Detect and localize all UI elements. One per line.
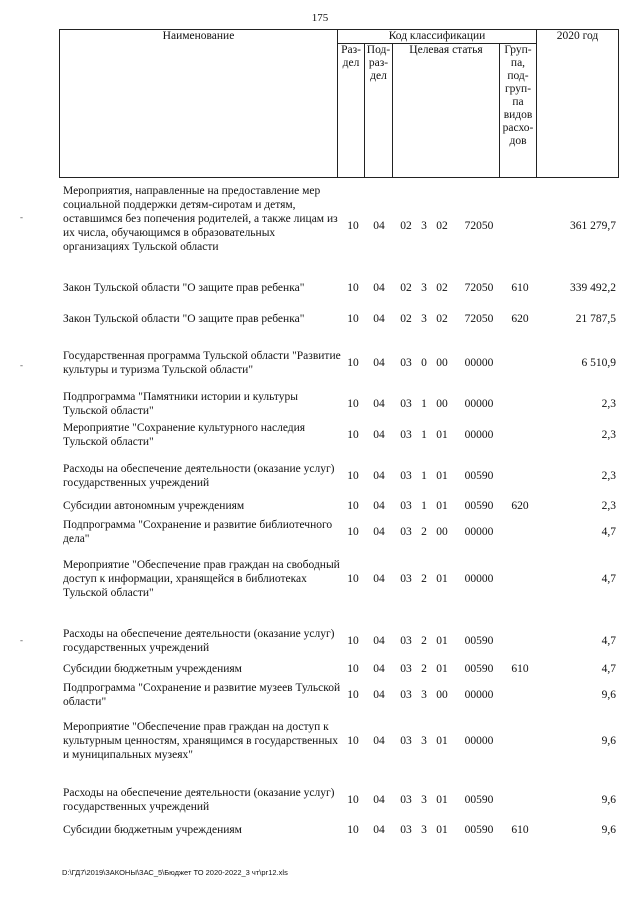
row-podrazdel: 04 <box>373 526 385 538</box>
row-razdel: 10 <box>347 220 359 232</box>
row-razdel: 10 <box>347 282 359 294</box>
row-target-subprogram: 3 <box>421 282 427 294</box>
row-target-program: 02 <box>400 282 412 294</box>
row-amount: 9,6 <box>601 824 616 836</box>
row-razdel: 10 <box>347 689 359 701</box>
row-amount: 6 510,9 <box>581 357 616 369</box>
row-target-program: 02 <box>400 313 412 325</box>
margin-mark: - <box>20 212 23 222</box>
row-podrazdel: 04 <box>373 282 385 294</box>
row-target-subprogram: 2 <box>421 635 427 647</box>
row-target-direction: 00000 <box>464 429 494 441</box>
row-target-event: 00 <box>436 526 448 538</box>
row-podrazdel: 04 <box>373 635 385 647</box>
row-podrazdel: 04 <box>373 794 385 806</box>
row-target-event: 01 <box>436 663 448 675</box>
row-target-program: 03 <box>400 429 412 441</box>
row-amount: 9,6 <box>601 794 616 806</box>
row-group: 610 <box>511 824 529 836</box>
row-target-subprogram: 3 <box>421 735 427 747</box>
row-target-program: 03 <box>400 735 412 747</box>
row-target-event: 01 <box>436 824 448 836</box>
row-name: Подпрограмма "Сохранение и развитие библиотечного дела" <box>63 519 333 545</box>
row-target-direction: 72050 <box>464 282 494 294</box>
row-target-program: 03 <box>400 635 412 647</box>
row-target-subprogram: 2 <box>421 663 427 675</box>
row-amount: 21 787,5 <box>575 313 616 325</box>
row-target-direction: 00000 <box>464 357 494 369</box>
row-target-event: 00 <box>436 689 448 701</box>
row-target-event: 01 <box>436 735 448 747</box>
row-amount: 4,7 <box>601 663 616 675</box>
row-target-program: 03 <box>400 526 412 538</box>
row-target-direction: 72050 <box>464 220 494 232</box>
row-target-direction: 00590 <box>464 794 494 806</box>
row-target-subprogram: 1 <box>421 500 427 512</box>
row-target-event: 01 <box>436 470 448 482</box>
row-target-program: 03 <box>400 573 412 585</box>
row-group: 610 <box>511 282 529 294</box>
row-target-subprogram: 1 <box>421 398 427 410</box>
row-target-direction: 00590 <box>464 824 494 836</box>
row-razdel: 10 <box>347 398 359 410</box>
row-target-event: 01 <box>436 794 448 806</box>
row-target-subprogram: 3 <box>421 794 427 806</box>
row-target-event: 02 <box>436 313 448 325</box>
row-target-event: 02 <box>436 282 448 294</box>
header-year: 2020 год <box>537 30 619 178</box>
row-target-program: 03 <box>400 357 412 369</box>
row-name: Расходы на обеспечение деятельности (оказание услуг) государственных учреждений <box>63 463 335 489</box>
row-target-subprogram: 3 <box>421 313 427 325</box>
row-name: Расходы на обеспечение деятельности (оказание услуг) государственных учреждений <box>63 628 335 654</box>
margin-mark: - <box>20 635 23 645</box>
row-name: Субсидии бюджетным учреждениям <box>63 663 242 675</box>
row-target-event: 01 <box>436 500 448 512</box>
file-path-footer: D:\ГД7\2019\ЗАКОНЫ\ЗАС_5\Бюджет ТО 2020-2022_3 чт\рг12.xls <box>62 868 288 877</box>
row-name: Подпрограмма "Сохранение и развитие музеев Тульской области" <box>63 682 341 708</box>
row-razdel: 10 <box>347 357 359 369</box>
row-target-program: 03 <box>400 794 412 806</box>
row-target-subprogram: 2 <box>421 573 427 585</box>
row-target-subprogram: 3 <box>421 220 427 232</box>
row-name: Закон Тульской области "О защите прав ребенка" <box>63 313 305 325</box>
row-razdel: 10 <box>347 824 359 836</box>
row-amount: 2,3 <box>601 500 616 512</box>
row-target-program: 03 <box>400 689 412 701</box>
row-target-subprogram: 3 <box>421 689 427 701</box>
row-amount: 2,3 <box>601 398 616 410</box>
row-target-direction: 00590 <box>464 470 494 482</box>
row-name: Субсидии бюджетным учреждениям <box>63 824 242 836</box>
row-target-program: 03 <box>400 398 412 410</box>
row-target-program: 02 <box>400 220 412 232</box>
row-amount: 9,6 <box>601 689 616 701</box>
row-podrazdel: 04 <box>373 220 385 232</box>
row-target-direction: 00000 <box>464 735 494 747</box>
row-target-direction: 00000 <box>464 398 494 410</box>
row-razdel: 10 <box>347 429 359 441</box>
row-target-event: 01 <box>436 573 448 585</box>
row-podrazdel: 04 <box>373 689 385 701</box>
row-name: Закон Тульской области "О защите прав ребенка" <box>63 282 305 294</box>
row-group: 620 <box>511 313 529 325</box>
row-razdel: 10 <box>347 794 359 806</box>
row-target-direction: 00000 <box>464 573 494 585</box>
row-target-event: 01 <box>436 635 448 647</box>
header-name: Наименование <box>60 30 338 178</box>
row-name: Мероприятие "Обеспечение прав граждан на доступ к культурным ценностям, хранящимся в государственных и муниципальных музеях" <box>63 721 338 761</box>
row-amount: 9,6 <box>601 735 616 747</box>
row-target-program: 03 <box>400 663 412 675</box>
row-target-direction: 72050 <box>464 313 494 325</box>
row-podrazdel: 04 <box>373 313 385 325</box>
row-target-program: 03 <box>400 470 412 482</box>
row-name: Государственная программа Тульской области "Развитие культуры и туризма Тульской области" <box>63 350 341 376</box>
row-target-program: 03 <box>400 500 412 512</box>
page-number: 175 <box>311 12 329 24</box>
row-amount: 4,7 <box>601 635 616 647</box>
row-name: Мероприятия, направленные на предоставление мер социальной поддержки детям-сиротам и детям, оставшимся без попечения родителей, а также лицам из их числа, обучающимся в образовательных организациях Тульской области <box>63 185 338 253</box>
row-razdel: 10 <box>347 470 359 482</box>
row-amount: 2,3 <box>601 470 616 482</box>
row-razdel: 10 <box>347 635 359 647</box>
row-target-direction: 00590 <box>464 635 494 647</box>
row-podrazdel: 04 <box>373 735 385 747</box>
row-group: 620 <box>511 500 529 512</box>
row-razdel: 10 <box>347 500 359 512</box>
row-target-direction: 00590 <box>464 663 494 675</box>
row-podrazdel: 04 <box>373 357 385 369</box>
row-target-subprogram: 1 <box>421 429 427 441</box>
row-podrazdel: 04 <box>373 398 385 410</box>
row-razdel: 10 <box>347 735 359 747</box>
row-name: Мероприятие "Обеспечение прав граждан на свободный доступ к информации, хранящейся в библиотеках Тульской области" <box>63 559 340 599</box>
row-target-program: 03 <box>400 824 412 836</box>
row-target-subprogram: 2 <box>421 526 427 538</box>
header-razdel: Раз- дел <box>338 44 365 178</box>
row-podrazdel: 04 <box>373 663 385 675</box>
row-target-direction: 00000 <box>464 689 494 701</box>
row-razdel: 10 <box>347 526 359 538</box>
row-razdel: 10 <box>347 313 359 325</box>
row-name: Расходы на обеспечение деятельности (оказание услуг) государственных учреждений <box>63 787 335 813</box>
row-group: 610 <box>511 663 529 675</box>
row-razdel: 10 <box>347 573 359 585</box>
row-podrazdel: 04 <box>373 429 385 441</box>
header-group: Груп- па, под- груп- па видов расхо- дов <box>500 44 537 178</box>
row-podrazdel: 04 <box>373 573 385 585</box>
row-name: Мероприятие "Сохранение культурного наследия Тульской области" <box>63 422 306 448</box>
row-podrazdel: 04 <box>373 824 385 836</box>
row-target-direction: 00590 <box>464 500 494 512</box>
row-podrazdel: 04 <box>373 500 385 512</box>
row-name: Подпрограмма "Памятники истории и культуры Тульской области" <box>63 391 299 417</box>
header-podrazdel: Под- раз- дел <box>365 44 393 178</box>
row-podrazdel: 04 <box>373 470 385 482</box>
margin-mark: - <box>20 360 23 370</box>
row-amount: 4,7 <box>601 573 616 585</box>
row-amount: 361 279,7 <box>570 220 616 232</box>
row-target-event: 00 <box>436 357 448 369</box>
row-target-event: 01 <box>436 429 448 441</box>
row-razdel: 10 <box>347 663 359 675</box>
row-target-subprogram: 3 <box>421 824 427 836</box>
row-target-direction: 00000 <box>464 526 494 538</box>
row-target-subprogram: 1 <box>421 470 427 482</box>
row-amount: 4,7 <box>601 526 616 538</box>
row-target-event: 02 <box>436 220 448 232</box>
header-code: Код классификации <box>338 30 537 44</box>
row-name: Субсидии автономным учреждениям <box>63 500 245 512</box>
row-amount: 339 492,2 <box>570 282 616 294</box>
header-target: Целевая статья <box>393 44 500 178</box>
row-amount: 2,3 <box>601 429 616 441</box>
row-target-subprogram: 0 <box>421 357 427 369</box>
row-target-event: 00 <box>436 398 448 410</box>
